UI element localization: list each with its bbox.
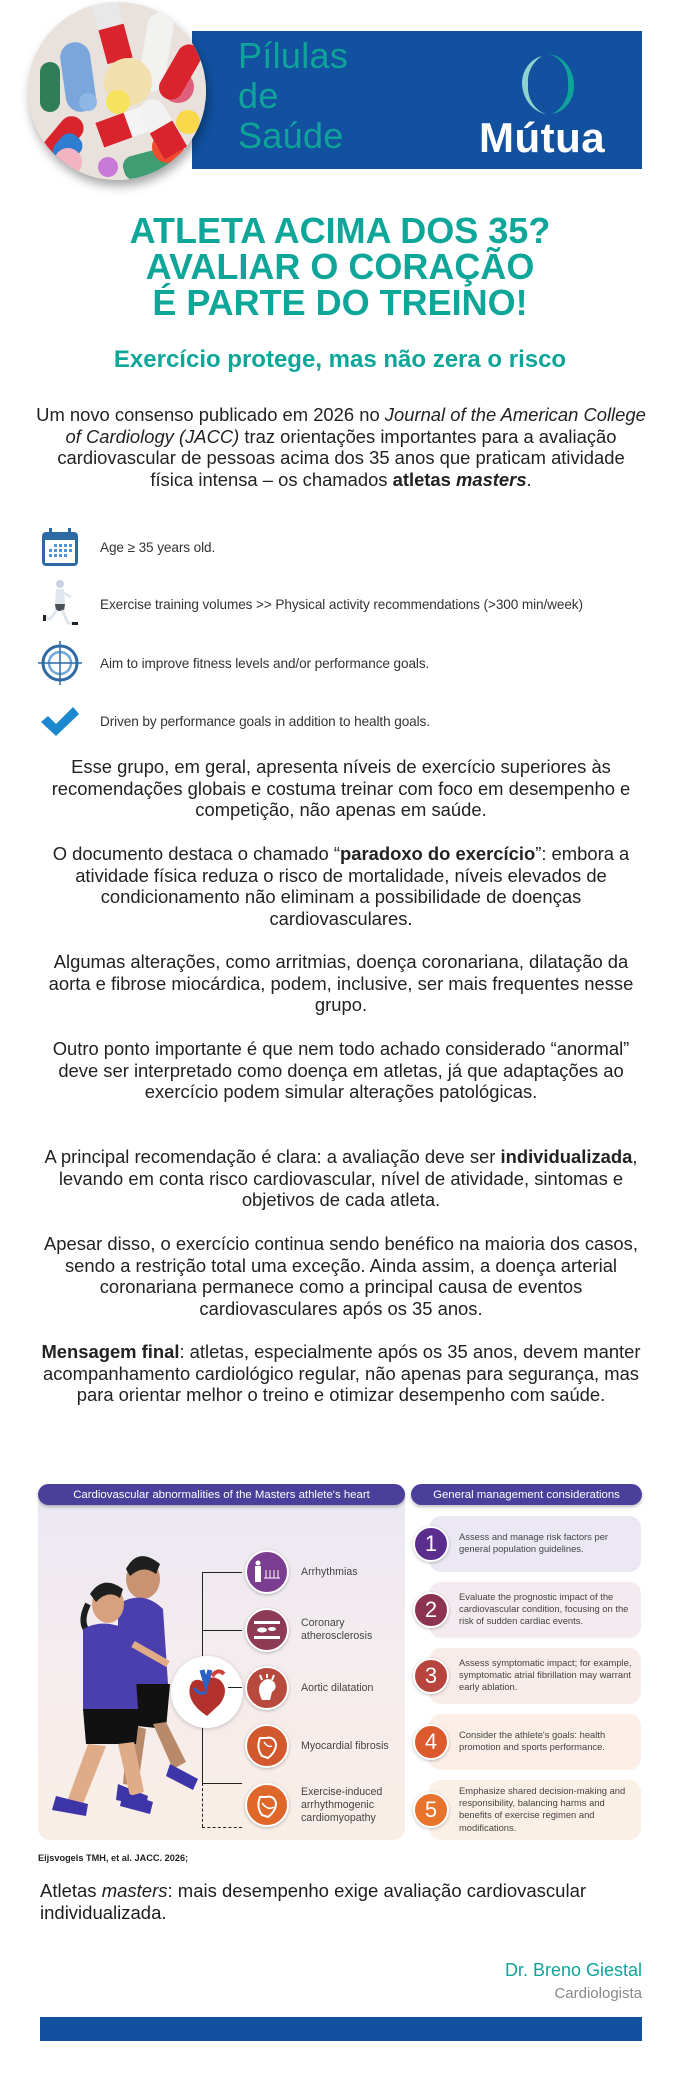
aorta-icon <box>245 1666 289 1710</box>
calendar-icon <box>38 525 82 569</box>
intro-text: traz orientações importantes para a avaliação cardiovascular de pessoas acima dos 35 anos que praticam atividade física intensa – os chamados <box>57 425 625 490</box>
consideration-text: Emphasize shared decision-making and responsibility, balancing harms and benefits of exercise regimen and modifications. <box>459 1785 626 1833</box>
author-role: Cardiologista <box>554 1985 642 2002</box>
abnormality-item <box>245 1783 401 1827</box>
paragraph-4: Outro ponto importante é que nem todo achado considerado “anormal” deve ser interpretado como doença em atletas, já que adaptações ao exercício podem simular alterações patológicas. <box>52 1038 630 1103</box>
connector-line <box>202 1728 203 1783</box>
abnormality-item <box>245 1608 401 1652</box>
consideration-number: 4 <box>413 1724 449 1760</box>
arrow <box>202 1783 242 1784</box>
abnormality-label: Exercise-induced arrhythmogenic cardiomyopathy <box>301 1785 383 1824</box>
paragraph-bold: Mensagem final <box>41 1341 180 1362</box>
intro-paragraph <box>36 404 646 490</box>
brand-title <box>238 36 348 156</box>
paragraph-6: Apesar disso, o exercício continua sendo benéfico na maioria dos casos, sendo a restrição total uma exceção. Ainda assim, a doença arterial coronariana permanece como a principal causa de eventos cardiovasculares após os 35 anos. <box>44 1233 638 1319</box>
criteria-item <box>38 527 215 567</box>
abnormalities-header: Cardiovascular abnormalities of the Masters athlete's heart <box>38 1484 405 1505</box>
consideration-number: 3 <box>413 1658 449 1694</box>
closing-italic: masters <box>101 1880 168 1901</box>
connector-line <box>202 1572 203 1656</box>
paragraph-text: A principal recomendação é clara: a avaliação deve ser <box>44 1146 501 1167</box>
pills-illustration <box>28 2 206 180</box>
paragraph-text: , levando em conta risco cardiovascular, nível de atividade, sintomas e objetivos de cada atleta. <box>58 1146 638 1211</box>
infographic <box>38 1484 642 1850</box>
criteria-item <box>38 701 430 741</box>
paragraph-bold: individualizada <box>500 1146 633 1167</box>
paragraph-text: ”: embora a atividade física reduza o risco de mortalidade, níveis elevados de condicionamento não eliminam a possibilidade de doenças cardiovasculares. <box>75 843 630 929</box>
criteria-item <box>38 643 429 683</box>
intro-bold-italic: masters <box>456 468 527 490</box>
criteria-text: Driven by performance goals in addition to health goals. <box>100 713 430 729</box>
target-icon <box>38 641 82 685</box>
consideration-item <box>413 1516 641 1572</box>
considerations-header: General management considerations <box>411 1484 642 1505</box>
consideration-number: 5 <box>413 1792 449 1828</box>
arrow <box>202 1630 242 1631</box>
arrow <box>228 1687 242 1688</box>
paragraph-text: : atletas, especialmente após os 35 anos, devem manter acompanhamento cardiológico regular, não apenas para segurança, mas para orientar melhor o treino e otimizar desempenho com saúde. <box>42 1341 641 1406</box>
citation: Eijsvogels TMH, et al. JACC. 2026; <box>38 1853 189 1863</box>
consideration-text: Consider the athlete's goals: health promotion and sports performance. <box>459 1729 606 1753</box>
pills-photo <box>28 2 206 180</box>
abnormality-label: Coronary atherosclerosis <box>301 1617 373 1642</box>
closing-text: Atletas <box>40 1880 102 1901</box>
abnormality-item <box>245 1666 401 1710</box>
mutua-logo-icon <box>512 48 584 120</box>
consideration-text: Assess and manage risk factors per general population guidelines. <box>459 1531 609 1555</box>
criteria-item <box>38 584 583 624</box>
abnormality-item <box>245 1550 401 1594</box>
brand-line: Pílulas <box>238 35 349 76</box>
checkmark-icon <box>38 699 82 743</box>
heart-icon <box>171 1656 243 1728</box>
paragraph-5 <box>36 1146 646 1211</box>
closing-statement <box>40 1880 640 1923</box>
footer-bar <box>40 2017 642 2041</box>
paragraph-bold: paradoxo do exercício <box>340 843 536 864</box>
brand-line: Saúde <box>238 115 344 156</box>
consideration-number: 1 <box>413 1526 449 1562</box>
abnormality-label: Myocardial fibrosis <box>301 1739 389 1752</box>
criteria-text: Age ≥ 35 years old. <box>100 539 216 555</box>
paragraph-1: Esse grupo, em geral, apresenta níveis de exercício superiores às recomendações globais e costuma treinar com foco em desempenho e competição, não apenas em saúde. <box>51 756 631 821</box>
journal-name: Journal of the American College of Cardiology (JACC) <box>65 404 646 447</box>
consideration-text: Evaluate the prognostic impact of the cardiovascular condition, focusing on the risk of sudden cardiac events. <box>459 1591 629 1627</box>
headline-line: É PARTE DO TREINO! <box>152 282 528 323</box>
runner-icon <box>38 582 82 626</box>
intro-text: . <box>526 468 532 490</box>
headline-line: AVALIAR O CORAÇÃO <box>145 246 535 287</box>
criteria-text: Exercise training volumes >> Physical activity recommendations (>300 min/week) <box>100 596 583 612</box>
author-name: Dr. Breno Giestal <box>504 1960 642 1980</box>
cardiomyopathy-icon <box>245 1783 289 1827</box>
consideration-text: Assess symptomatic impact; for example, symptomatic atrial fibrillation may warrant early ablation. <box>459 1657 632 1693</box>
myocardium-icon <box>245 1724 289 1768</box>
coronary-plaque-icon <box>245 1608 289 1652</box>
arrhythmia-icon <box>245 1550 289 1594</box>
consideration-item <box>413 1714 641 1770</box>
mutua-logo-text: Mútua <box>479 114 606 161</box>
abnormalities-panel <box>38 1494 405 1840</box>
subtitle: Exercício protege, mas não zera o risco <box>113 346 567 373</box>
connector-line-dashed <box>202 1783 203 1827</box>
consideration-item <box>413 1582 641 1638</box>
consideration-item <box>413 1648 641 1704</box>
abnormality-label: Aortic dilatation <box>301 1681 374 1694</box>
closing-text: : mais desempenho exige avaliação cardiovascular individualizada. <box>40 1880 587 1923</box>
brand-line: de <box>238 75 279 116</box>
consideration-item <box>413 1780 641 1840</box>
paragraph-7 <box>36 1341 646 1406</box>
criteria-text: Aim to improve fitness levels and/or performance goals. <box>100 655 430 671</box>
headline-line: ATLETA ACIMA DOS 35? <box>129 210 551 251</box>
paragraph-text: O documento destaca o chamado “ <box>52 843 340 864</box>
intro-bold: atletas <box>392 468 456 490</box>
arrow-dashed <box>202 1827 242 1828</box>
headline <box>0 210 680 323</box>
consideration-number: 2 <box>413 1592 449 1628</box>
arrow <box>202 1572 242 1573</box>
abnormality-item <box>245 1724 401 1768</box>
intro-text: Um novo consenso publicado em 2026 no <box>36 404 385 425</box>
paragraph-2 <box>36 843 646 929</box>
abnormality-label: Arrhythmias <box>301 1565 358 1578</box>
paragraph-3: Algumas alterações, como arritmias, doença coronariana, dilatação da aorta e fibrose miocárdica, podem, inclusive, ser mais frequentes nesse grupo. <box>48 951 634 1016</box>
